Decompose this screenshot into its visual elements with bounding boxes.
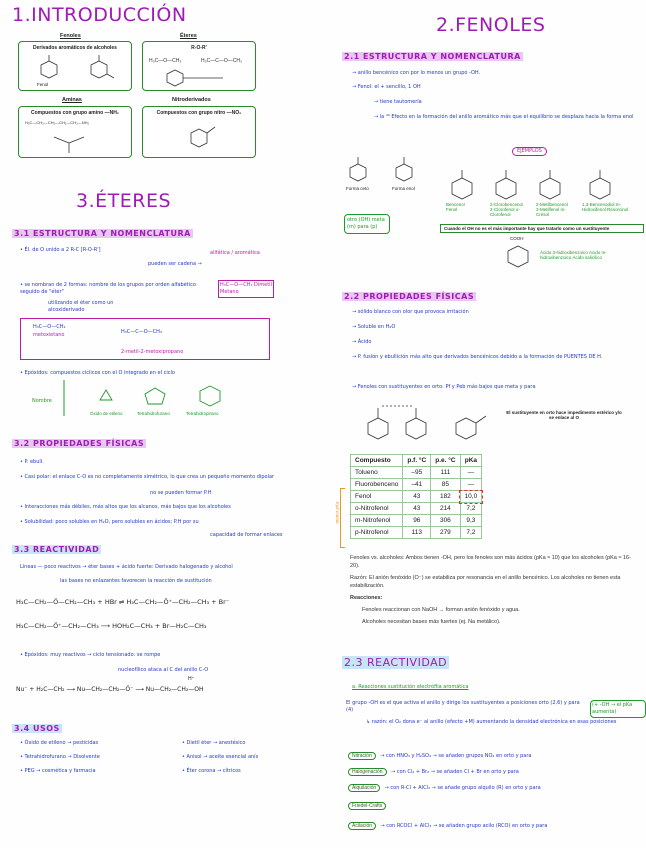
table-bracket [340, 488, 345, 548]
eteres-epox2: Nombre [32, 398, 52, 404]
aminas-head: Compuestos con grupo amino —NH₂ [30, 110, 120, 116]
table-row [351, 515, 482, 527]
eteres-p2: • Casi polar: el enlace C-O es no completamente simétrico, lo que crea un pequeño momento dipolar [20, 474, 275, 480]
table-cell: o-Nitrofenol [351, 503, 403, 515]
nitro-box [142, 106, 256, 158]
example-2: 2-Clorobenceno! 2-Clorofenol o-Clorofenol [490, 202, 524, 217]
table-side: menor pKa [334, 501, 340, 524]
table-cell: –95 [403, 467, 431, 479]
eteres-p2b: no se pueden formar P.H [150, 490, 212, 496]
fenoles-acid: Ácido 3-hidroxibenzoico Ácido m-hidroxibenzoico Ácido salicílico [540, 250, 607, 260]
fenoles-b3: Reacciones: [350, 595, 383, 601]
table-row [351, 479, 482, 491]
fenoles-cooh: COOH [510, 236, 524, 241]
eteres-m1: H₃C—O—CH₂ [33, 324, 66, 330]
eteres-m1c: metoxietano [33, 332, 65, 338]
ring-1: Óxido de etileno [90, 411, 123, 416]
table-cell: 182 [431, 491, 460, 503]
table-header: p.e. °C [431, 455, 460, 467]
amina-structure [49, 129, 99, 155]
table-header-row [351, 455, 482, 467]
eteres-box-title: Éteres [180, 33, 197, 39]
fenoles-box-title: Fenoles [60, 33, 81, 39]
usos-l-0: • Óxido de etileno → pesticidas [20, 740, 99, 746]
example-1: Benceno! Fenol [446, 202, 466, 212]
fenoles-r0: a. Reacciones sustitución electrófila aromática [352, 684, 469, 690]
ring-3: Tetrahidropirano [186, 411, 219, 416]
pka-table [350, 454, 482, 539]
fenoles-r1b: (+ -OH → el pKa aumenta) [590, 700, 646, 718]
eteres-s32: 3.2 PROPIEDADES FÍSICAS [14, 439, 145, 448]
fenol-structures [338, 150, 638, 210]
fenoles-box [18, 41, 132, 91]
rx-2 [348, 776, 541, 794]
form-ceto: Forma ceto [346, 186, 369, 191]
fenoles-title: 2.FENOLES [436, 14, 546, 36]
nitro-box-title: Nitroderivados [172, 97, 211, 103]
usos-l-1: • Tetrahidrofurano → Disolvente [20, 754, 100, 760]
eteres-eq3: Nu⁻ + H₂C—CH₂ ⟶ Nu—CH₂—CH₂—Ö⁻ ⟶ Nu—CH₂—CH₂—OH [16, 686, 204, 693]
rx-text: → con HNO₃ y H₂SO₄ → se añaden grupos NO₂ en orto y para [380, 753, 532, 759]
acid-structure [500, 242, 536, 276]
eteres-s31: 3.1 ESTRUCTURA Y NOMENCLATURA [14, 229, 191, 238]
eteres-p4: • Solubilidad: poco solubles en H₂O, pero solubles en ácidos; P.H por su [20, 519, 199, 525]
fenoles-s22: 2.2 PROPIEDADES FÍSICAS [344, 292, 475, 301]
rx-name: Alquilación [348, 784, 380, 792]
eteres-m2: H₃C—C—O—CH₃ [121, 329, 162, 335]
fenoles-side: otro (OH) meta (m) para (p) [344, 214, 390, 234]
table-row [351, 467, 482, 479]
table-cell: 43 [403, 491, 431, 503]
eteres-p4b: capacidad de formar enlaces [210, 532, 283, 538]
table-header: pKa [460, 455, 482, 467]
table-cell: 279 [431, 527, 460, 539]
nitro-head: Compuestos con grupo nitro —NO₂ [156, 110, 242, 116]
intro-title: 1.INTRODUCCIÓN [12, 4, 187, 26]
table-cell: p-Nitrofenol [351, 527, 403, 539]
aminas-box [18, 106, 132, 158]
eteres-s34: 3.4 USOS [14, 724, 60, 733]
fenoles-p4: → P. fusión y ebullición más alto que derivados bencénicos debido a la formación de PUENTES DE H. [352, 354, 603, 360]
eteres-r1b: las bases no enlazantes favorecen la reacción de sustitución [60, 578, 212, 584]
eteres-n3: utilizando el éter como un alcoxiderivado [48, 300, 114, 313]
usos-r-0: • Dietil éter → anestésico [182, 740, 246, 746]
eteres-s33: 3.3 REACTIVIDAD [14, 545, 100, 554]
eteres-n2box: H₃C—O—CH₃ Dimetil Metano [218, 280, 274, 298]
fenoles-p1: → sólido blanco con olor que provoca irritación [352, 309, 469, 315]
table-header: Compuesto [351, 455, 403, 467]
fenoles-r2: ↳ razón: el O₂ dona e⁻ al anillo (efecto +M) aumentando la densidad electrónica en esas posiciones [366, 719, 617, 725]
example-4: 1,3-Bencenodiol m-Hidroxifenol Resorcinol [582, 202, 629, 212]
table-cell: 214 [431, 503, 460, 515]
table-row [351, 527, 482, 539]
usos-r-1: • Anisol → aceite esencial anís [182, 754, 259, 760]
fenoles-hbond: El sustituyente en orto hace impedimento estérico y/o se enlace al O [506, 410, 622, 420]
fenoles-p5: → Fenoles con sustituyentes en orto: Pf y Peb más bajos que meta y para [352, 384, 536, 390]
fenoles-r1: El grupo -OH es el que activa el anillo y dirige los sustituyentes a posiciones orto (2,6) y para (4) [346, 700, 580, 713]
hbond-structures [360, 396, 500, 446]
fenol-caption: Fenol [37, 82, 49, 87]
eteres-n1b: pueden ser cadena → [148, 261, 202, 267]
table-header: p.f. °C [403, 455, 431, 467]
fenoles-box-head: Derivados aromáticos de alcoholes [33, 45, 117, 51]
fenoles-b4: Fenoles reaccionan con NaOH → forman anión fenóxido y agua. [362, 607, 520, 613]
example-3: 2-Metilbencenol 3-Metilfenol m-Cresol [536, 202, 568, 217]
ring-2: Tetrahidrofurano [137, 411, 170, 416]
table-cell: –41 [403, 479, 431, 491]
fenoles-n3: → tiene tautomería [374, 99, 422, 105]
eteres-n1c: alifática / aromática [210, 250, 260, 256]
eteres-n1: • Él. de O unido a 2 R-C [R-O-R'] [20, 247, 101, 253]
table-cell: Tolueno [351, 467, 403, 479]
eteres-eq1: H₃C—CH₂—Ö—CH₂—CH₃ + HBr ⇌ H₃C—CH₂—Ö⁺—CH₂—CH₃ + Br⁻ [16, 598, 230, 606]
eteres-eq2: H₃C—CH₂—Ö⁺—CH₂—CH₃ ⟶ HOH₂C—CH₃ + Br—H₂C—CH₃ [16, 622, 207, 630]
table-cell: — [460, 467, 482, 479]
rx-text: → con R-Cl + AlCl₃ → se añade grupo alquilo (R) en orto y para [384, 785, 541, 791]
eter-m1: H₃C—O—CH₃ [149, 58, 182, 64]
table-cell: 43 [403, 503, 431, 515]
eteres-r1: Líneas — poco reactivos → éter bases + ácido fuerte: Derivado halogenado y alcohol [20, 564, 233, 570]
rx-name: Acilación [348, 822, 376, 830]
table-cell: 96 [403, 515, 431, 527]
fenoles-b5: Alcoholes necesitan bases más fuertes (ej. Na metálico). [362, 619, 501, 625]
eter-ring [163, 68, 243, 88]
table-cell: 306 [431, 515, 460, 527]
table-cell: m-Nitrofenol [351, 515, 403, 527]
fenoles-n2: → Fenol: el + sencillo, 1 OH [352, 84, 421, 90]
fenoles-structures [19, 51, 131, 87]
rx-name: Nitración [348, 752, 376, 760]
table-cell: — [460, 479, 482, 491]
eteres-epox: • Epóxidos: compuestos cíclicos con el O integrado en el ciclo [20, 370, 175, 376]
fenoles-s23: 2.3 REACTIVIDAD [344, 656, 448, 669]
table-cell: 10,0 [460, 491, 482, 503]
eteres-p3: • Interacciones más débiles, más altos que los alcanos, más bajos que los alcoholes [20, 504, 231, 510]
table-cell: 7,2 [460, 527, 482, 539]
fenoles-ejemplos: EJEMPLOS [512, 147, 547, 156]
amina-chain: H₃C—CH₂—CH₂—CH₂—CH₂—NH₂ [25, 120, 90, 125]
eteres-box [142, 41, 256, 91]
eteres-title: 3.ÉTERES [76, 190, 172, 212]
rx-3 [348, 794, 386, 812]
eter-m2: H₃C—C—O—CH₃ [201, 58, 243, 64]
fenoles-p2: → Soluble en H₂O [352, 324, 396, 330]
table-row [351, 491, 482, 503]
table-cell: 113 [403, 527, 431, 539]
nitro-structure [183, 121, 223, 155]
eteres-ep1: • Epóxidos: muy reactivos → ciclo tensionado: se rompe [20, 652, 161, 658]
fenoles-bar: Cuando el OH no es el más importante hay que tratarlo como un sustituyente [440, 224, 644, 233]
fenoles-n1: → anillo bencénico con por lo menos un grupo -OH. [352, 70, 481, 76]
rx-text: → con Cl₂ + Br₂ → se añaden Cl + Br en orto y para [391, 769, 519, 775]
aminas-box-title: Aminas [62, 97, 82, 103]
table-cell: 85 [431, 479, 460, 491]
eteres-ep1b: nucleofílico ataca al C del anillo C-O [118, 667, 209, 673]
usos-r-2: • Éter corona → cítricos [182, 768, 241, 774]
form-enol: Forma enol [392, 186, 415, 191]
rx-4 [348, 814, 547, 832]
fenoles-b1: Fenoles vs. alcoholes: Ambos tienen -OH, pero los fenoles son más ácidos (pKa ≈ 10) que los alcoholes (pKa ≈ 16-20). [350, 555, 631, 569]
usos-l-2: • PEG → cosmética y farmacia [20, 768, 96, 774]
table-cell: Fluorobenceno [351, 479, 403, 491]
fenoles-b2: Razón: El anión fenóxido (O⁻) se estabiliza por resonancia en el anillo bencénico. Los alcoholes no tienen esta estabilización. [350, 575, 621, 589]
fenoles-s21: 2.1 ESTRUCTURA Y NOMENCLATURA [344, 52, 521, 61]
eteres-formula: R-O-R' [191, 45, 207, 51]
fenoles-p3: → Ácido [352, 339, 372, 345]
table-cell: Fenol [351, 491, 403, 503]
rx-name: Halogenación [348, 768, 387, 776]
eteres-m2c: 2-metil-2-metoxipropano [121, 349, 184, 355]
table-cell: 9,3 [460, 515, 482, 527]
table-cell: 111 [431, 467, 460, 479]
table-row [351, 503, 482, 515]
eteres-alcoxi-box [20, 318, 270, 360]
eteres-n2: • se nombran de 2 formas: nombre de los grupos por orden alfabético seguido de "éter" [20, 282, 196, 295]
table-cell: 7,2 [460, 503, 482, 515]
rx-text: → con RCOCl + AlCl₃ → se añaden grupo acilo (RCO) en orto y para [380, 823, 548, 829]
rx-name: Friedel-Crafts [348, 802, 386, 810]
eteres-p1: • P. ebull. [20, 459, 44, 465]
eteres-eq3b: H⁺ [188, 676, 195, 682]
fenoles-n4: → la ⁴⁰ Efecto en la formación del anillo aromático más que el equilibrio se desplaza hacia la forma enol [374, 114, 634, 120]
